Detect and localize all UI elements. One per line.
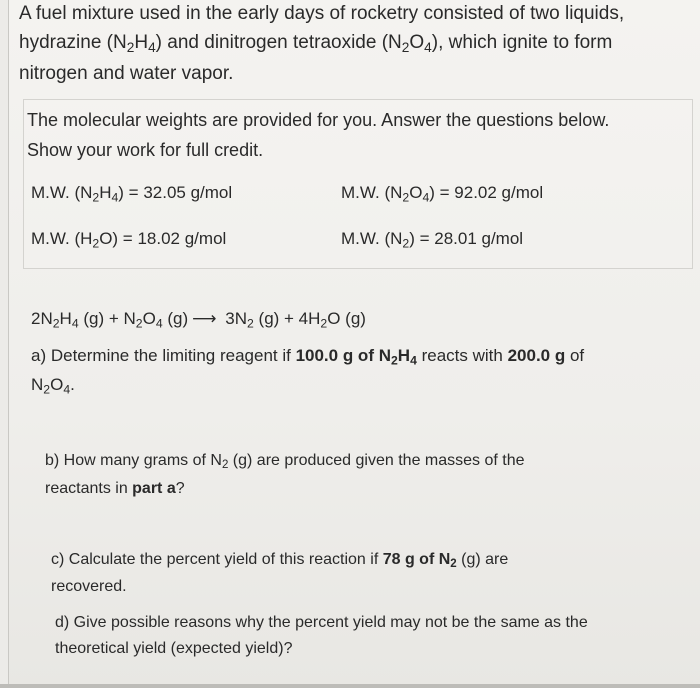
intro-text: ), which ignite to form	[431, 32, 613, 53]
question-c-line-2	[51, 578, 127, 596]
intro-text: A fuel mixture used in the early days of rocketry consisted of two liquids,	[19, 3, 625, 24]
document-page	[8, 0, 700, 688]
mw-n2	[341, 229, 523, 249]
intro-text: nitrogen and water vapor.	[19, 63, 234, 84]
eq-text: O	[142, 309, 156, 328]
question-text: d) Give possible reasons why the percent yield may not be the same as the	[55, 614, 588, 631]
subscript: 2	[320, 316, 328, 331]
subscript: 2	[247, 316, 254, 331]
question-text-bold: 100.0 g of N	[295, 346, 391, 365]
subscript: 4	[410, 353, 417, 368]
question-text: of	[565, 346, 585, 365]
mw-text: O) = 18.02 g/mol	[99, 229, 227, 248]
intro-line-1	[19, 3, 624, 25]
question-text: (g) are	[456, 551, 509, 568]
intro-text: ) and dinitrogen tetraoxide (N	[155, 32, 402, 53]
balanced-equation	[31, 309, 366, 329]
mw-description-1	[27, 110, 609, 131]
question-c-line-1	[51, 551, 508, 569]
eq-text: (g)	[162, 309, 189, 328]
mw-text: O	[409, 183, 423, 202]
subscript: 2	[402, 190, 410, 205]
eq-text: (g) + 4H	[253, 309, 321, 328]
question-text: ?	[175, 480, 185, 497]
mw-text: Show your work for full credit.	[27, 140, 264, 160]
subscript: 4	[148, 39, 156, 55]
question-text: reactants in	[45, 480, 133, 497]
question-a-line-2	[31, 375, 75, 395]
subscript: 2	[390, 353, 398, 368]
subscript: 4	[111, 190, 119, 205]
subscript: 4	[155, 316, 163, 331]
subscript: 2	[450, 558, 457, 571]
subscript: 2	[135, 316, 143, 331]
intro-line-3	[19, 63, 233, 85]
subscript: 4	[424, 39, 432, 55]
mw-description-2	[27, 140, 263, 161]
question-text: .	[70, 375, 75, 394]
subscript: 2	[43, 382, 51, 397]
subscript: 4	[71, 316, 79, 331]
question-b-line-1	[45, 452, 525, 470]
question-text: b) How many grams of N	[45, 452, 222, 469]
mw-text: M.W. (H	[31, 229, 93, 248]
question-text: (g) are produced given the masses of the	[228, 452, 525, 469]
intro-text: hydrazine (N	[19, 32, 127, 53]
question-text: a) Determine the limiting reagent if	[31, 346, 296, 365]
subscript: 2	[92, 190, 100, 205]
question-text: reacts with	[416, 346, 508, 365]
question-text-bold: part a	[132, 480, 176, 497]
mw-n2o4	[341, 183, 543, 203]
eq-text: (g) + N	[78, 309, 136, 328]
reaction-arrow-icon: ⟶	[192, 309, 217, 328]
question-a-line-1	[31, 346, 584, 366]
question-text-bold: 200.0 g	[507, 346, 566, 365]
mw-text: M.W. (N	[341, 183, 403, 202]
mw-h2o	[31, 229, 226, 249]
question-text: theoretical yield (expected yield)?	[55, 640, 293, 657]
question-text: recovered.	[51, 578, 127, 595]
mw-text: ) = 32.05 g/mol	[118, 183, 233, 202]
subscript: 2	[402, 236, 410, 251]
mw-n2h4	[31, 183, 232, 203]
intro-text: O	[409, 32, 425, 53]
question-text: c) Calculate the percent yield of this reaction if	[51, 551, 383, 568]
question-d-line-2	[55, 640, 292, 658]
subscript: 2	[52, 316, 60, 331]
mw-text: M.W. (N	[341, 229, 403, 248]
subscript: 2	[126, 39, 135, 55]
mw-text: ) = 28.01 g/mol	[409, 229, 524, 248]
mw-text: H	[99, 183, 112, 202]
eq-text: 3N	[220, 309, 247, 328]
eq-text: 2N	[31, 309, 53, 328]
question-text: N	[31, 375, 44, 394]
question-text-bold: H	[397, 346, 411, 365]
question-text-bold: 78 g of N	[382, 551, 451, 568]
question-b-line-2	[45, 480, 185, 498]
intro-line-2	[19, 32, 612, 54]
subscript: 4	[63, 382, 71, 397]
bottom-edge-divider	[0, 684, 700, 688]
eq-text: O (g)	[327, 309, 366, 328]
mw-text: M.W. (N	[31, 183, 93, 202]
mw-text: The molecular weights are provided for you. Answer the questions below.	[27, 110, 610, 130]
mw-text: ) = 92.02 g/mol	[429, 183, 544, 202]
subscript: 2	[401, 39, 410, 55]
subscript: 2	[92, 236, 100, 251]
eq-text: H	[59, 309, 72, 328]
question-text: O	[50, 375, 64, 394]
subscript: 2	[221, 459, 229, 472]
intro-text: H	[134, 32, 149, 53]
subscript: 4	[422, 190, 430, 205]
question-d-line-1	[55, 614, 588, 632]
